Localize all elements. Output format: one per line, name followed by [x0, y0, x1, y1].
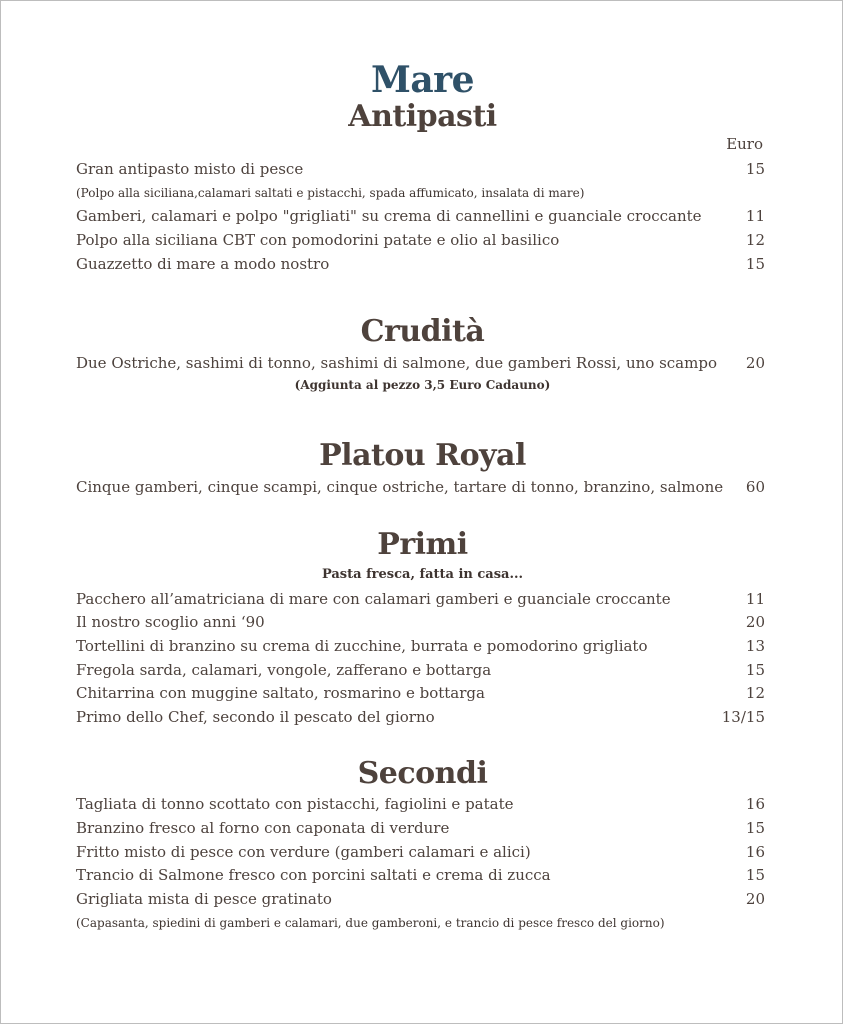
item-price: 20	[745, 613, 765, 631]
menu-title: Mare	[370, 59, 475, 101]
item-price: 13/15	[721, 708, 765, 726]
item-price: 15	[745, 866, 765, 884]
menu-item	[76, 229, 765, 251]
item-price: 20	[745, 890, 765, 908]
item-price: 60	[745, 478, 765, 496]
item-name: Tagliata di tonno scottato con pistacchi, fagiolini e patate	[76, 795, 514, 813]
item-name: Primo dello Chef, secondo il pescato del giorno	[76, 708, 435, 726]
item-price: 12	[745, 231, 765, 249]
item-name: Tortellini di branzino su crema di zucchine, burrata e pomodorino grigliato	[76, 637, 648, 655]
menu-item	[76, 706, 765, 728]
item-price: 15	[745, 661, 765, 679]
menu-item	[76, 817, 765, 839]
item-name: Gamberi, calamari e polpo "grigliati" su crema di cannellini e guanciale croccante	[76, 207, 702, 225]
section-heading-crudita: Crudità	[360, 314, 485, 349]
menu-item	[76, 476, 765, 498]
menu-item	[76, 841, 765, 863]
item-name: Chitarrina con muggine saltato, rosmarino e bottarga	[76, 684, 485, 702]
menu-item	[76, 864, 765, 886]
item-price: 15	[745, 255, 765, 273]
item-name: Guazzetto di mare a modo nostro	[76, 255, 330, 273]
menu-item	[76, 682, 765, 704]
item-price: 11	[745, 207, 765, 225]
item-price: 15	[745, 819, 765, 837]
item-name: Il nostro scoglio anni ‘90	[76, 613, 265, 631]
item-price: 12	[745, 684, 765, 702]
item-name: Trancio di Salmone fresco con porcini saltati e crema di zucca	[76, 866, 551, 884]
currency-label: Euro	[726, 135, 763, 153]
menu-item	[76, 611, 765, 633]
primi-subheading: Pasta fresca, fatta in casa...	[321, 567, 524, 582]
item-name: Due Ostriche, sashimi di tonno, sashimi di salmone, due gamberi Rossi, uno scampo	[76, 354, 717, 372]
item-name: Branzino fresco al forno con caponata di verdure	[76, 819, 450, 837]
section-heading-primi: Primi	[377, 527, 468, 562]
item-price: 11	[745, 590, 765, 608]
item-price: 16	[745, 795, 765, 813]
menu-item	[76, 659, 765, 681]
menu-item	[76, 205, 765, 227]
item-price: 13	[745, 637, 765, 655]
item-price: 16	[745, 843, 765, 861]
menu-item	[76, 793, 765, 815]
item-name: Grigliata mista di pesce gratinato	[76, 890, 332, 908]
item-note: (Capasanta, spiedini di gamberi e calamari, due gamberoni, e trancio di pesce fresco del giorno)	[76, 916, 665, 930]
menu-item	[76, 352, 765, 374]
item-name: Pacchero all’amatriciana di mare con calamari gamberi e guanciale croccante	[76, 590, 671, 608]
item-name: Gran antipasto misto di pesce	[76, 160, 304, 178]
item-price: 15	[745, 160, 765, 178]
section-heading-antipasti: Antipasti	[348, 99, 497, 134]
item-price: 20	[745, 354, 765, 372]
menu-item	[76, 253, 765, 275]
section-heading-secondi: Secondi	[357, 756, 488, 791]
item-name: Fritto misto di pesce con verdure (gamberi calamari e alici)	[76, 843, 531, 861]
menu-item	[76, 888, 765, 910]
item-name: Polpo alla siciliana CBT con pomodorini patate e olio al basilico	[76, 231, 560, 249]
item-name: Cinque gamberi, cinque scampi, cinque ostriche, tartare di tonno, branzino, salmone	[76, 478, 724, 496]
item-name: Fregola sarda, calamari, vongole, zafferano e bottarga	[76, 661, 492, 679]
menu-item	[76, 635, 765, 657]
item-note: (Polpo alla siciliana,calamari saltati e pistacchi, spada affumicato, insalata di mare)	[76, 186, 585, 200]
menu-item	[76, 158, 765, 180]
menu-item	[76, 588, 765, 610]
crudita-note: (Aggiunta al pezzo 3,5 Euro Cadauno)	[294, 378, 551, 392]
section-heading-platou-royal: Platou Royal	[319, 438, 526, 473]
